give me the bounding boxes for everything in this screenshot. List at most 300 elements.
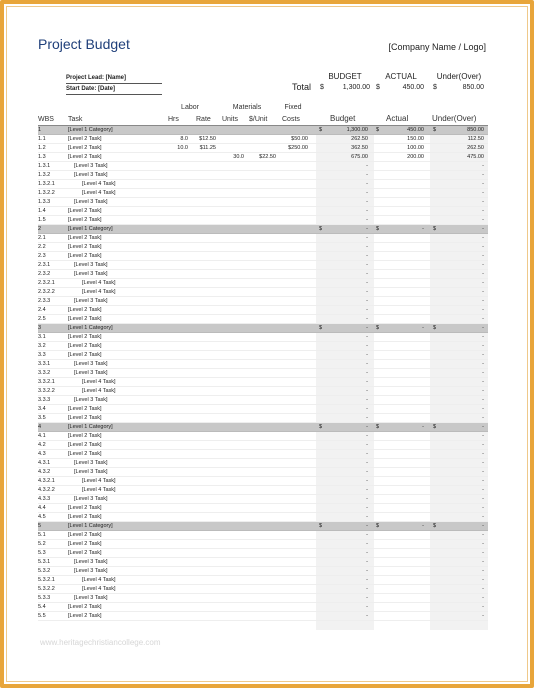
- underover-cell: -: [482, 460, 484, 466]
- budget-cell: 675.00: [351, 154, 368, 160]
- actual-cell: 100.00: [407, 145, 424, 151]
- actual-cell: 200.00: [407, 154, 424, 160]
- budget-cell: 262.50: [351, 136, 368, 142]
- task-cell: [Level 3 Task]: [74, 568, 108, 574]
- budget-cell: -: [366, 397, 368, 403]
- underover-cell: -: [482, 397, 484, 403]
- budget-cell: -: [366, 433, 368, 439]
- task-cell: [Level 4 Task]: [82, 289, 116, 295]
- wbs-cell: 5.1: [38, 532, 46, 538]
- budget-cell: -: [366, 271, 368, 277]
- summary-underover-value: 850.00: [462, 84, 484, 91]
- underover-currency-cell: $: [433, 523, 437, 529]
- budget-cell: -: [366, 370, 368, 376]
- budget-cell: -: [366, 190, 368, 196]
- table-row: [38, 279, 488, 288]
- budget-table: [38, 126, 488, 621]
- table-row: [38, 531, 488, 540]
- actual-currency-cell: $: [376, 226, 380, 232]
- wbs-cell: 3.3: [38, 352, 46, 358]
- budget-cell: -: [366, 244, 368, 250]
- budget-cell: -: [366, 298, 368, 304]
- underover-cell: -: [482, 496, 484, 502]
- summary-budget-header: BUDGET: [328, 72, 362, 81]
- task-cell: [Level 2 Task]: [68, 154, 102, 160]
- wbs-cell: 2.5: [38, 316, 46, 322]
- table-row: [38, 558, 488, 567]
- project-lead-field: Project Lead: [Name]: [66, 74, 162, 84]
- task-cell: [Level 1 Category]: [68, 325, 113, 331]
- wbs-cell: 5: [38, 523, 42, 529]
- task-cell: [Level 3 Task]: [74, 460, 108, 466]
- wbs-cell: 4.3.2.1: [38, 478, 55, 484]
- underover-cell: -: [482, 568, 484, 574]
- budget-cell: -: [366, 415, 368, 421]
- wbs-cell: 2.3: [38, 253, 46, 259]
- table-row: [38, 504, 488, 513]
- underover-cell: -: [482, 604, 484, 610]
- wbs-cell: 4.3.1: [38, 460, 51, 466]
- task-cell: [Level 2 Task]: [68, 604, 102, 610]
- summary-budget-value: 1,300.00: [342, 84, 370, 91]
- table-row: [38, 495, 488, 504]
- wbs-cell: 3.3.2: [38, 370, 51, 376]
- task-cell: [Level 2 Task]: [68, 316, 102, 322]
- underover-cell: -: [482, 307, 484, 313]
- wbs-cell: 2.2: [38, 244, 46, 250]
- wbs-cell: 2.4: [38, 307, 46, 313]
- wbs-cell: 3.5: [38, 415, 46, 421]
- task-cell: [Level 4 Task]: [82, 379, 116, 385]
- task-cell: [Level 2 Task]: [68, 550, 102, 556]
- budget-cell: -: [366, 523, 368, 529]
- table-row: [38, 351, 488, 360]
- task-cell: [Level 2 Task]: [68, 343, 102, 349]
- underover-cell: -: [482, 316, 484, 322]
- underover-cell: -: [482, 478, 484, 484]
- table-row: [38, 396, 488, 405]
- wbs-cell: 3.3.3: [38, 397, 51, 403]
- task-cell: [Level 2 Task]: [68, 244, 102, 250]
- budget-cell: -: [366, 424, 368, 430]
- wbs-cell: 1.3.2: [38, 172, 51, 178]
- table-row: [38, 198, 488, 207]
- summary-budget-currency: $: [320, 84, 324, 91]
- company-logo-placeholder: [Company Name / Logo]: [388, 42, 486, 52]
- budget-cell: -: [366, 505, 368, 511]
- wbs-cell: 5.2: [38, 541, 46, 547]
- footer-watermark: www.heritagechristiancollege.com: [40, 638, 161, 647]
- underover-cell: -: [482, 298, 484, 304]
- table-row: [38, 468, 488, 477]
- wbs-cell: 3.2: [38, 343, 46, 349]
- wbs-cell: 5.3.2.1: [38, 577, 55, 583]
- table-row: [38, 513, 488, 522]
- start-date-field: Start Date: [Date]: [66, 85, 162, 95]
- fixed-group-header: Fixed: [284, 104, 302, 111]
- underover-cell: 262.50: [467, 145, 484, 151]
- task-cell: [Level 3 Task]: [74, 370, 108, 376]
- table-row: [38, 549, 488, 558]
- task-cell: [Level 2 Task]: [68, 334, 102, 340]
- task-cell: [Level 2 Task]: [68, 514, 102, 520]
- budget-cell: -: [366, 262, 368, 268]
- actual-currency-cell: $: [376, 325, 380, 331]
- wbs-cell: 2.1: [38, 235, 46, 241]
- task-cell: [Level 3 Task]: [74, 361, 108, 367]
- budget-cell: -: [366, 325, 368, 331]
- budget-cell: 362.50: [351, 145, 368, 151]
- underover-cell: -: [482, 172, 484, 178]
- underover-cell: 112.50: [467, 136, 484, 142]
- underover-cell: -: [482, 586, 484, 592]
- hrs-column-header: Hrs: [168, 116, 179, 123]
- underover-column-header: Under(Over): [432, 114, 477, 123]
- wbs-cell: 3.3.2.2: [38, 388, 55, 394]
- table-row: [38, 162, 488, 171]
- table-row: [38, 567, 488, 576]
- table-row: [38, 135, 488, 144]
- wbs-cell: 1.3: [38, 154, 46, 160]
- budget-cell: -: [366, 487, 368, 493]
- actual-cell: -: [422, 226, 424, 232]
- wbs-cell: 2.3.3: [38, 298, 51, 304]
- underover-cell: -: [482, 559, 484, 565]
- task-cell: [Level 3 Task]: [74, 172, 108, 178]
- task-cell: [Level 3 Task]: [74, 595, 108, 601]
- table-row: [38, 540, 488, 549]
- underover-cell: -: [482, 235, 484, 241]
- table-row: [38, 171, 488, 180]
- underover-cell: -: [482, 550, 484, 556]
- underover-currency-cell: $: [433, 127, 437, 133]
- wbs-cell: 5.3.2: [38, 568, 51, 574]
- underover-cell: 475.00: [467, 154, 484, 160]
- underover-cell: -: [482, 253, 484, 259]
- budget-cell: -: [366, 541, 368, 547]
- underover-cell: -: [482, 208, 484, 214]
- wbs-cell: 1.5: [38, 217, 46, 223]
- underover-cell: -: [482, 388, 484, 394]
- actual-currency-cell: $: [376, 127, 380, 133]
- task-cell: [Level 2 Task]: [68, 406, 102, 412]
- summary-underover-currency: $: [433, 84, 437, 91]
- underover-cell: -: [482, 433, 484, 439]
- underover-cell: -: [482, 541, 484, 547]
- task-cell: [Level 4 Task]: [82, 586, 116, 592]
- task-cell: [Level 4 Task]: [82, 181, 116, 187]
- budget-cell: -: [366, 181, 368, 187]
- wbs-cell: 3: [38, 325, 42, 331]
- underover-cell: -: [482, 532, 484, 538]
- actual-cell: -: [422, 523, 424, 529]
- budget-cell: -: [366, 208, 368, 214]
- task-cell: [Level 1 Category]: [68, 424, 113, 430]
- task-cell: [Level 3 Task]: [74, 262, 108, 268]
- underover-cell: -: [482, 226, 484, 232]
- budget-cell: -: [366, 478, 368, 484]
- underover-cell: -: [482, 523, 484, 529]
- summary-actual-value: 450.00: [402, 84, 424, 91]
- wbs-cell: 3.4: [38, 406, 46, 412]
- wbs-cell: 4.4: [38, 505, 46, 511]
- table-row: [38, 585, 488, 594]
- table-row: [38, 333, 488, 342]
- underover-cell: -: [482, 415, 484, 421]
- task-cell: [Level 2 Task]: [68, 352, 102, 358]
- underover-currency-cell: $: [433, 325, 437, 331]
- units-column-header: Units: [222, 116, 238, 123]
- wbs-cell: 3.1: [38, 334, 46, 340]
- task-cell: [Level 2 Task]: [68, 541, 102, 547]
- table-row: [38, 315, 488, 324]
- summary-actual-header: ACTUAL: [385, 72, 417, 81]
- table-row: [38, 216, 488, 225]
- task-column-header: Task: [68, 116, 83, 123]
- table-row: [38, 180, 488, 189]
- table-row: [38, 576, 488, 585]
- wbs-cell: 1.2: [38, 145, 46, 151]
- category-row: [38, 225, 488, 234]
- materials-group-header: Materials: [232, 104, 262, 111]
- wbs-cell: 1.4: [38, 208, 46, 214]
- budget-cell: -: [366, 550, 368, 556]
- task-cell: [Level 3 Task]: [74, 163, 108, 169]
- budget-cell: -: [366, 460, 368, 466]
- underover-cell: -: [482, 424, 484, 430]
- wbs-cell: 1.3.3: [38, 199, 51, 205]
- task-cell: [Level 4 Task]: [82, 190, 116, 196]
- wbs-cell: 3.3.2.1: [38, 379, 55, 385]
- category-row: [38, 324, 488, 333]
- table-row: [38, 306, 488, 315]
- table-row: [38, 360, 488, 369]
- table-row: [38, 450, 488, 459]
- budget-currency-cell: $: [319, 424, 323, 430]
- wbs-cell: 1.1: [38, 136, 46, 142]
- budget-cell: -: [366, 388, 368, 394]
- budget-cell: -: [366, 226, 368, 232]
- task-cell: [Level 2 Task]: [68, 442, 102, 448]
- task-cell: [Level 1 Category]: [68, 226, 113, 232]
- task-cell: [Level 3 Task]: [74, 397, 108, 403]
- budget-cell: -: [366, 442, 368, 448]
- underover-cell: -: [482, 262, 484, 268]
- task-cell: [Level 3 Task]: [74, 298, 108, 304]
- task-cell: [Level 2 Task]: [68, 235, 102, 241]
- task-cell: [Level 1 Category]: [68, 523, 113, 529]
- fixed-cost-cell: $50.00: [291, 136, 308, 142]
- rate-cell: $11.25: [199, 145, 216, 151]
- budget-currency-cell: $: [319, 127, 323, 133]
- table-row: [38, 234, 488, 243]
- table-row: [38, 459, 488, 468]
- underover-cell: -: [482, 577, 484, 583]
- wbs-cell: 4.3: [38, 451, 46, 457]
- per-unit-cell: $22.50: [259, 154, 276, 160]
- budget-column-header: Budget: [330, 114, 356, 123]
- table-row: [38, 441, 488, 450]
- budget-cell: -: [366, 613, 368, 619]
- task-cell: [Level 4 Task]: [82, 487, 116, 493]
- task-cell: [Level 2 Task]: [68, 217, 102, 223]
- budget-cell: -: [366, 586, 368, 592]
- wbs-cell: 4.1: [38, 433, 46, 439]
- task-cell: [Level 2 Task]: [68, 145, 102, 151]
- actual-cell: -: [422, 424, 424, 430]
- wbs-cell: 2.3.1: [38, 262, 51, 268]
- wbs-cell: 2.3.2.1: [38, 280, 55, 286]
- table-row: [38, 243, 488, 252]
- underover-cell: -: [482, 442, 484, 448]
- wbs-cell: 3.3.1: [38, 361, 51, 367]
- budget-cell: -: [366, 217, 368, 223]
- wbs-cell: 4: [38, 424, 42, 430]
- category-row: [38, 423, 488, 432]
- task-cell: [Level 4 Task]: [82, 388, 116, 394]
- task-cell: [Level 4 Task]: [82, 577, 116, 583]
- category-row: [38, 126, 488, 135]
- budget-cell: -: [366, 604, 368, 610]
- wbs-cell: 4.3.2: [38, 469, 51, 475]
- budget-cell: -: [366, 307, 368, 313]
- underover-cell: -: [482, 595, 484, 601]
- wbs-cell: 4.2: [38, 442, 46, 448]
- wbs-cell: 1: [38, 127, 42, 133]
- rate-cell: $12.50: [199, 136, 216, 142]
- task-cell: [Level 2 Task]: [68, 136, 102, 142]
- wbs-cell: 2.3.2: [38, 271, 51, 277]
- table-row: [38, 603, 488, 612]
- wbs-cell: 5.4: [38, 604, 46, 610]
- wbs-cell: 5.5: [38, 613, 46, 619]
- underover-cell: -: [482, 613, 484, 619]
- budget-cell: -: [366, 568, 368, 574]
- budget-cell: -: [366, 235, 368, 241]
- task-cell: [Level 2 Task]: [68, 505, 102, 511]
- task-cell: [Level 2 Task]: [68, 307, 102, 313]
- underover-cell: -: [482, 244, 484, 250]
- budget-cell: -: [366, 280, 368, 286]
- underover-cell: -: [482, 271, 484, 277]
- table-row: [38, 369, 488, 378]
- wbs-cell: 5.3: [38, 550, 46, 556]
- task-cell: [Level 2 Task]: [68, 253, 102, 259]
- underover-cell: -: [482, 217, 484, 223]
- labor-group-header: Labor: [181, 104, 199, 111]
- table-row: [38, 297, 488, 306]
- units-cell: 30.0: [233, 154, 244, 160]
- budget-cell: -: [366, 469, 368, 475]
- fixed-cost-cell: $250.00: [288, 145, 308, 151]
- wbs-cell: 5.3.3: [38, 595, 51, 601]
- table-row: [38, 207, 488, 216]
- rate-column-header: Rate: [196, 116, 211, 123]
- table-row: [38, 144, 488, 153]
- budget-cell: -: [366, 316, 368, 322]
- category-row: [38, 522, 488, 531]
- budget-cell: -: [366, 451, 368, 457]
- underover-cell: -: [482, 487, 484, 493]
- hrs-cell: 8.0: [180, 136, 188, 142]
- table-row: [38, 612, 488, 621]
- task-cell: [Level 3 Task]: [74, 469, 108, 475]
- wbs-cell: 1.3.2.1: [38, 181, 55, 187]
- task-cell: [Level 3 Task]: [74, 199, 108, 205]
- table-row: [38, 189, 488, 198]
- underover-cell: -: [482, 199, 484, 205]
- task-cell: [Level 4 Task]: [82, 280, 116, 286]
- budget-cell: -: [366, 343, 368, 349]
- actual-currency-cell: $: [376, 523, 380, 529]
- task-cell: [Level 2 Task]: [68, 433, 102, 439]
- underover-cell: -: [482, 379, 484, 385]
- wbs-cell: 2.3.2.2: [38, 289, 55, 295]
- budget-cell: -: [366, 163, 368, 169]
- budget-cell: -: [366, 289, 368, 295]
- budget-cell: 1,300.00: [346, 127, 368, 133]
- task-cell: [Level 2 Task]: [68, 532, 102, 538]
- table-row: [38, 261, 488, 270]
- budget-cell: -: [366, 514, 368, 520]
- underover-cell: -: [482, 181, 484, 187]
- wbs-cell: 1.3.2.2: [38, 190, 55, 196]
- wbs-cell: 1.3.1: [38, 163, 51, 169]
- underover-currency-cell: $: [433, 424, 437, 430]
- budget-cell: -: [366, 379, 368, 385]
- wbs-cell: 4.5: [38, 514, 46, 520]
- underover-cell: -: [482, 289, 484, 295]
- budget-cell: -: [366, 559, 368, 565]
- summary-actual-currency: $: [376, 84, 380, 91]
- task-cell: [Level 2 Task]: [68, 613, 102, 619]
- table-row: [38, 486, 488, 495]
- budget-cell: -: [366, 595, 368, 601]
- underover-cell: -: [482, 361, 484, 367]
- underover-cell: -: [482, 334, 484, 340]
- budget-cell: -: [366, 406, 368, 412]
- table-row: [38, 342, 488, 351]
- wbs-cell: 5.3.2.2: [38, 586, 55, 592]
- wbs-cell: 4.3.2.2: [38, 487, 55, 493]
- wbs-cell: 4.3.3: [38, 496, 51, 502]
- underover-cell: -: [482, 406, 484, 412]
- underover-cell: -: [482, 325, 484, 331]
- budget-currency-cell: $: [319, 523, 323, 529]
- summary-underover-header: Under(Over): [436, 72, 482, 81]
- table-row: [38, 270, 488, 279]
- task-cell: [Level 4 Task]: [82, 478, 116, 484]
- budget-cell: -: [366, 361, 368, 367]
- task-cell: [Level 1 Category]: [68, 127, 113, 133]
- table-row: [38, 378, 488, 387]
- table-row: [38, 252, 488, 261]
- actual-cell: 150.00: [407, 136, 424, 142]
- task-cell: [Level 2 Task]: [68, 208, 102, 214]
- underover-cell: -: [482, 352, 484, 358]
- table-row: [38, 153, 488, 162]
- actual-currency-cell: $: [376, 424, 380, 430]
- actual-cell: -: [422, 325, 424, 331]
- wbs-cell: 2: [38, 226, 42, 232]
- budget-cell: -: [366, 253, 368, 259]
- actual-cell: 450.00: [407, 127, 424, 133]
- table-row: [38, 387, 488, 396]
- budget-currency-cell: $: [319, 226, 323, 232]
- underover-cell: -: [482, 469, 484, 475]
- budget-cell: -: [366, 577, 368, 583]
- budget-cell: -: [366, 334, 368, 340]
